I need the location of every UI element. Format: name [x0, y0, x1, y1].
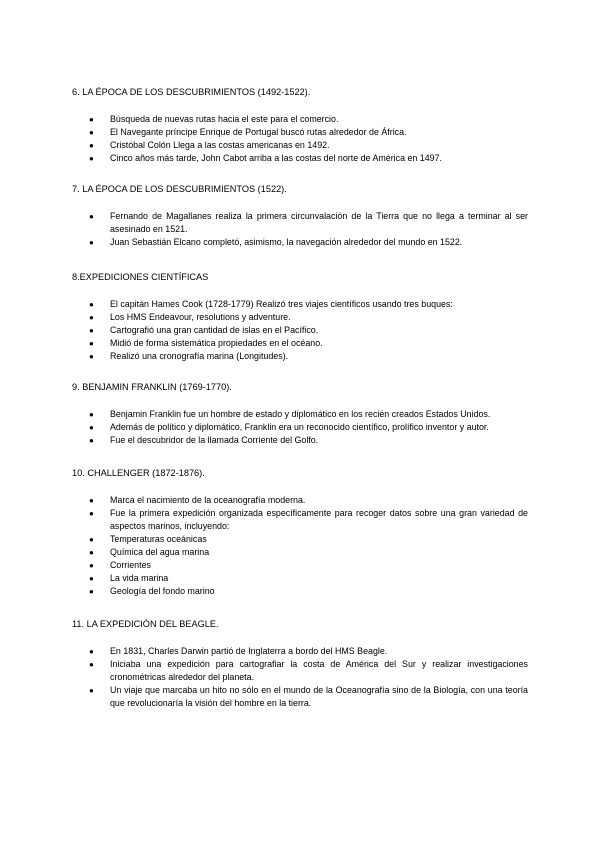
section-heading: 9. BENJAMIN FRANKLIN (1769-1770).	[72, 382, 232, 392]
list-item: ● Cristóbal Colón Llega a las costas americanas en 1492.	[89, 140, 330, 150]
bullet-list	[72, 113, 528, 165]
list-item: ● La vida marina	[89, 573, 169, 583]
list-item: ● Corrientes	[89, 560, 151, 570]
bullet-icon: ●	[89, 686, 94, 695]
list-item: ● Midió de forma sistemática propiedades en el océano.	[89, 338, 323, 348]
list-item: ● Además de político y diplomático, Franklin era un reconocido científico, prolífico inventor y autor.	[89, 422, 489, 432]
bullet-icon: ●	[89, 115, 94, 124]
bullet-list	[72, 494, 528, 598]
section-heading: 7. LA ÉPOCA DE LOS DESCUBRIMIENTOS (1522).	[72, 184, 287, 194]
bullet-icon: ●	[89, 574, 94, 583]
list-item: ● Un viaje que marcaba un hito no sólo en el mundo de la Oceanografía sino de la Biología, con una teoría que revolucionaría la visión del hombre en la tierra.	[89, 685, 528, 708]
section-expedicion-beagle	[72, 618, 528, 710]
bullet-icon: ●	[89, 154, 94, 163]
bullet-icon: ●	[89, 660, 94, 669]
bullet-list	[72, 298, 528, 363]
bullet-icon: ●	[89, 548, 94, 557]
section-heading: 6. LA ÉPOCA DE LOS DESCUBRIMIENTOS (1492-1522).	[72, 87, 311, 97]
bullet-list	[72, 645, 528, 710]
bullet-icon: ●	[89, 238, 94, 247]
bullet-icon: ●	[89, 436, 94, 445]
list-item: ● Juan Sebastián Elcano completó, asimismo, la navegación alrededor del mundo en 1522.	[89, 237, 463, 247]
section-expediciones-cientificas	[72, 271, 528, 363]
list-item: ● Fernando de Magallanes realiza la primera circunvalación de la Tierra que no llega a terminar al ser asesinado en 1521.	[89, 211, 528, 234]
list-item: ● Geología del fondo marino	[89, 586, 215, 596]
list-item: ● Temperaturas oceánicas	[89, 534, 207, 544]
bullet-icon: ●	[89, 410, 94, 419]
section-heading: 8.EXPEDICIONES CIENTÍFICAS	[72, 272, 209, 282]
list-item: ● Fue la primera expedición organizada específicamente para recoger datos sobre una gran variedad de aspectos marinos, incluyendo:	[89, 508, 528, 531]
bullet-list	[72, 210, 528, 249]
bullet-icon: ●	[89, 647, 94, 656]
bullet-icon: ●	[89, 128, 94, 137]
bullet-icon: ●	[89, 339, 94, 348]
list-item: ● Benjamin Franklin fue un hombre de estado y diplomático en los recién creados Estados Unidos.	[89, 409, 491, 419]
bullet-icon: ●	[89, 326, 94, 335]
list-item: ● El Navegante príncipe Enrique de Portugal buscó rutas alrededor de África.	[89, 127, 407, 137]
bullet-icon: ●	[89, 300, 94, 309]
list-item: ● El capitán Hames Cook (1728-1779) Realizó tres viajes científicos usando tres buques:	[89, 299, 453, 309]
bullet-icon: ●	[89, 212, 94, 221]
list-item: ● Búsqueda de nuevas rutas hacia el este para el comercio.	[89, 114, 339, 124]
bullet-icon: ●	[89, 352, 94, 361]
list-item: ● Fue el descubridor de la llamada Corriente del Golfo.	[89, 435, 319, 445]
bullet-icon: ●	[89, 141, 94, 150]
bullet-icon: ●	[89, 496, 94, 505]
bullet-icon: ●	[89, 587, 94, 596]
bullet-list	[72, 408, 528, 447]
section-epoca-descubrimientos-1	[72, 86, 528, 165]
bullet-icon: ●	[89, 509, 94, 518]
bullet-icon: ●	[89, 313, 94, 322]
list-item: ● Iniciaba una expedición para cartografiar la costa de América del Sur y realizar investigaciones cronométricas alrededor del planeta.	[89, 659, 528, 682]
list-item: ● Cinco años más tarde, John Cabot arriba a las costas del norte de América en 1497.	[89, 153, 443, 163]
section-heading: 10. CHALLENGER (1872-1876).	[72, 468, 205, 478]
bullet-icon: ●	[89, 535, 94, 544]
section-heading: 11. LA EXPEDICIÓN DEL BEAGLE.	[72, 619, 219, 629]
list-item: ● Realizó una cronografía marina (Longitudes).	[89, 351, 289, 361]
section-challenger	[72, 467, 528, 598]
section-epoca-descubrimientos-2	[72, 183, 528, 249]
bullet-icon: ●	[89, 423, 94, 432]
list-item: ● Cartografió una gran cantidad de islas en el Pacífico.	[89, 325, 319, 335]
list-item: ● Marca el nacimiento de la oceanografía moderna.	[89, 495, 306, 505]
list-item: ● Los HMS Endeavour, resolutions y adventure.	[89, 312, 291, 322]
bullet-icon: ●	[89, 561, 94, 570]
list-item: ● En 1831, Charles Darwin partió de Inglaterra a bordo del HMS Beagle.	[89, 646, 388, 656]
list-item: ● Química del agua marina	[89, 547, 210, 557]
section-benjamin-franklin	[72, 381, 528, 447]
